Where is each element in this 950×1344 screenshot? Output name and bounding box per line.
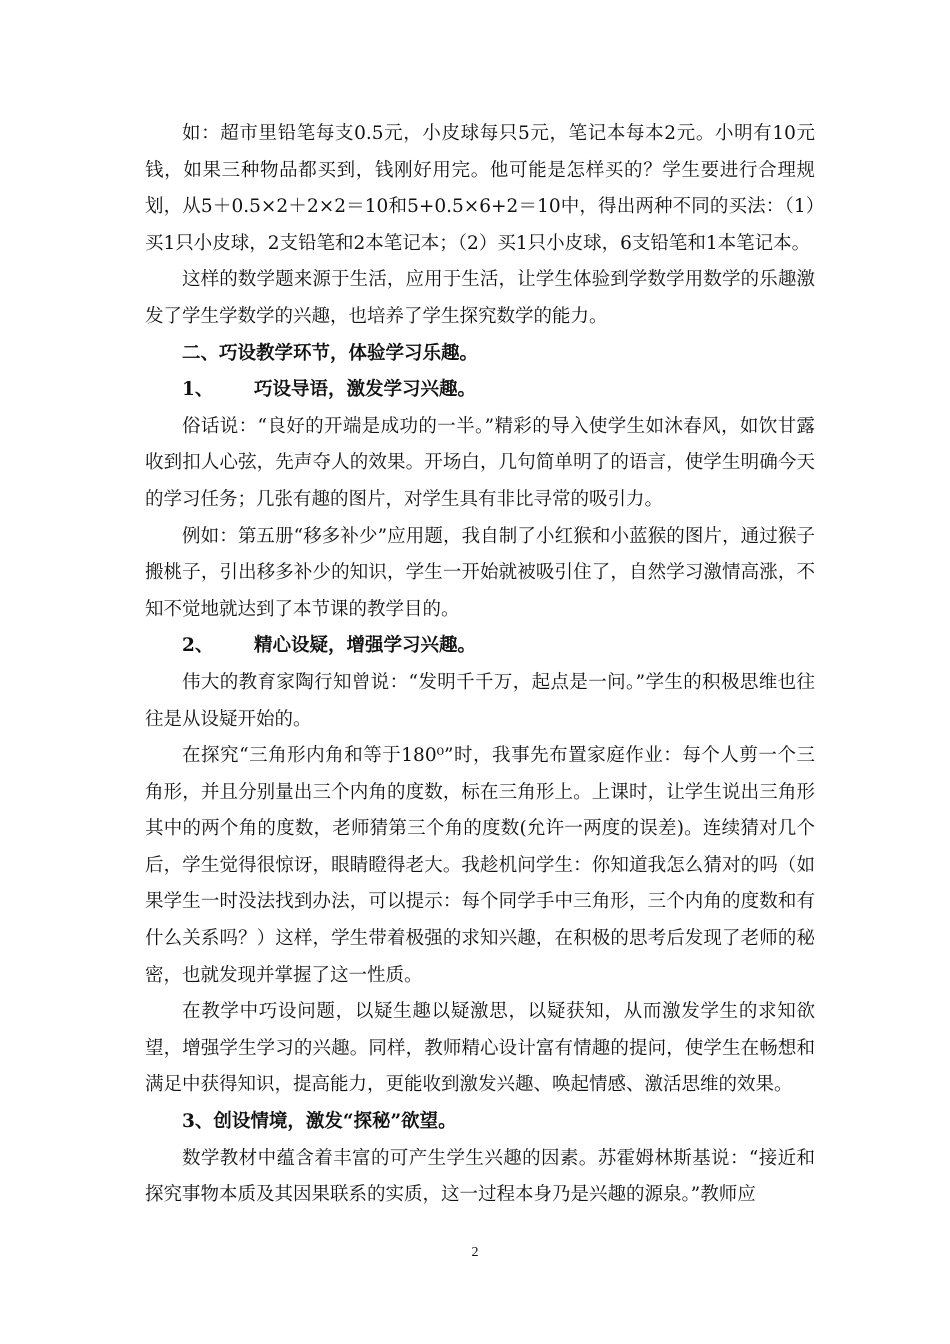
page-number: 2 <box>471 1245 479 1260</box>
paragraph-proverb: 俗话说：“良好的开端是成功的一半。”精彩的导入使学生如沐春风，如饮甘露收到扣人心弦，先声夺人的效果。开场白，几句简单明了的语言，使学生明确今天的学习任务；几张有趣的图片，对学生具有非比寻常的吸引力。 <box>145 415 815 510</box>
paragraph-math-from-life: 这样的数学题来源于生活，应用于生活，让学生体验到学数学用数学的乐趣激发了学生学数学的兴趣，也培养了学生探究数学的能力。 <box>145 269 815 327</box>
paragraph-tao-xingzhi: 伟大的教育家陶行知曾说：“发明千千万，起点是一问。”学生的积极思维也往往是从设疑开始的。 <box>145 671 815 730</box>
paragraph-shopping-example: 如：超市里铅笔每支0.5元，小皮球每只5元，笔记本每本2元。小明有10元钱，如果三种物品都买到，钱刚好用完。他可能是怎样买的？学生要进行合理规划，从5＋0.5×2＋2×2＝10和5+0.5×6+2＝10中，得出两种不同的买法：（1）买1只小皮球，2支铅笔和2本笔记本；（2）买1只小皮球，6支铅笔和1本笔记本。 <box>145 123 815 254</box>
paragraph-questioning: 在教学中巧设问题，以疑生趣以疑激思，以疑获知，从而激发学生的求知欲望，增强学生学习的兴趣。同样，教师精心设计富有情趣的提问，使学生在畅想和满足中获得知识，提高能力，更能收到激发兴趣、唤起情感、激活思维的效果。 <box>145 1001 815 1096</box>
subheading-1 <box>145 372 815 409</box>
subheading-text: 精心设疑，增强学习兴趣。 <box>254 635 477 657</box>
paragraph-monkey-example: 例如：第五册“移多补少”应用题，我自制了小红猴和小蓝猴的图片，通过猴子搬桃子，引出移多补少的知识，学生一开始就被吸引住了，自然学习激情高涨，不知不觉地就达到了本节课的教学目的。 <box>145 525 815 620</box>
section-heading-2: 二、巧设教学环节，体验学习乐趣。 <box>182 342 479 364</box>
subheading-text: 巧设导语，激发学习兴趣。 <box>254 379 477 401</box>
paragraph-sukhomlinsky: 数学教材中蕴含着丰富的可产生学生兴趣的因素。苏霍姆林斯基说：“接近和探究事物本质及其因果联系的实质，这一过程本身乃是兴趣的源泉。”教师应 <box>145 1147 815 1206</box>
paragraph-triangle-angles: 在探究“三角形内角和等于180⁰”时，我事先布置家庭作业：每个人剪一个三角形，并且分别量出三个内角的度数，标在三角形上。上课时，让学生说出三角形其中的两个角的度数，老师猜第三个角的度数(允许一两度的误差)。连续猜对几个后，学生觉得很惊讶，眼睛瞪得老大。我趁机问学生：你知道我怎么猜对的吗（如果学生一时没法找到办法，可以提示：每个同学手中三角形，三个内角的度数和有什么关系吗？）这样，学生带着极强的求知兴趣，在积极的思考后发现了老师的秘密，也就发现并掌握了这一性质。 <box>145 745 815 986</box>
subheading-2 <box>145 628 815 665</box>
subheading-3: 3、创设情境，激发“探秘”欲望。 <box>182 1111 457 1133</box>
subheading-number: 2、 <box>182 635 214 657</box>
document-body <box>145 116 815 1214</box>
subheading-number: 1、 <box>182 379 214 401</box>
